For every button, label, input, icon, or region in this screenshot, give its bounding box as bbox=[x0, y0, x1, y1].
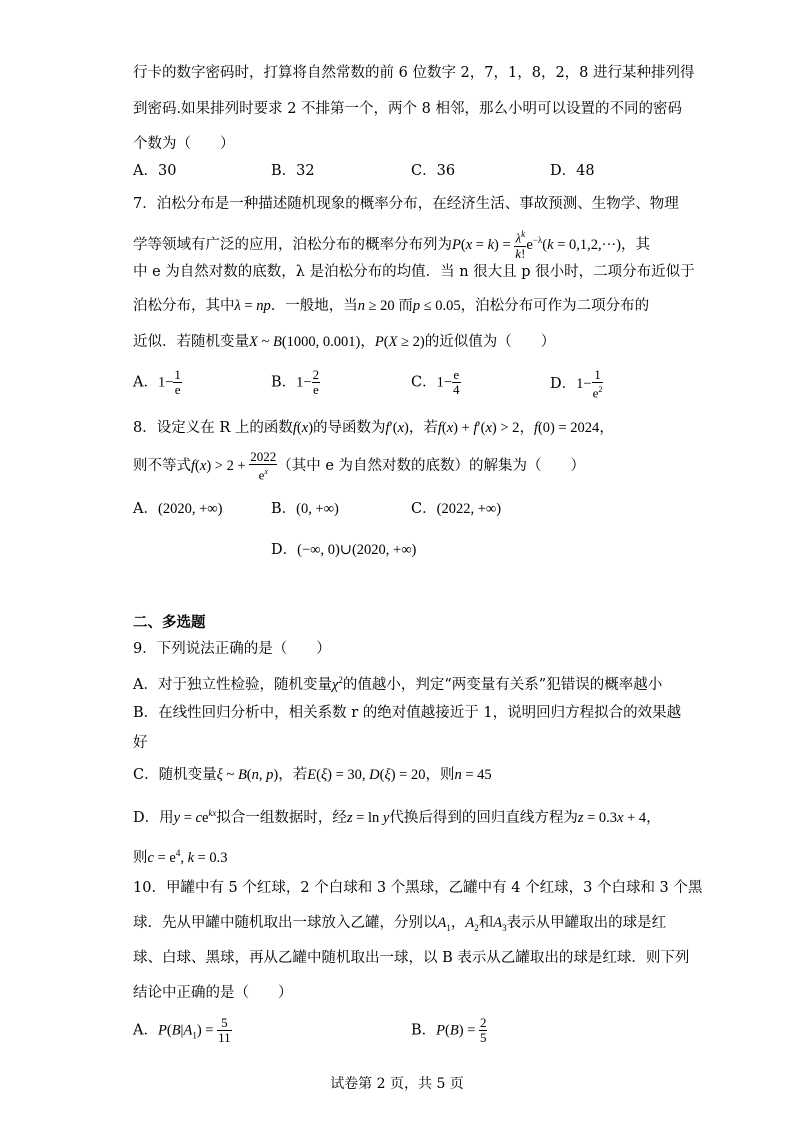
q10-text-line-1: 10．甲罐中有 5 个红球，2 个白球和 3 个黑球，乙罐中有 4 个红球，3 个白球和 3 个黑 bbox=[133, 880, 703, 896]
q7-option-d: D．1− $\frac{1}{e^2}$ bbox=[550, 367, 603, 401]
q7-option-a: A．1− $\frac{1}{e}$ bbox=[133, 367, 181, 397]
q7-text-line-4: 泊松分布，其中λ = np．一般地，当n ≥ 20 而p ≤ 0.05，泊松分布可作为二项分布的 bbox=[133, 298, 650, 314]
q9-option-d-line-1: D．用$y = ce^{kx}$拟合一组数据时，经z = ln y代换后得到的回归直线方程为z = 0.3x + 4， bbox=[133, 808, 661, 826]
q6-option-b: B．32 bbox=[271, 163, 315, 179]
q6-text-line-3: 个数为（ ） bbox=[133, 136, 235, 152]
q9-option-d-line-2: 则$c = e^4$, k = 0.3 bbox=[133, 848, 228, 866]
q10-text-line-2: 球．先从甲罐中随机取出一球放入乙罐，分别以$A_1$，$A_2$和$A_3$表示从甲罐取出的球是红 bbox=[133, 915, 667, 933]
q7-text-line-2: 学等领域有广泛的应用，泊松分布的概率分布列为P(x = k) = $\frac{\lambda^k}{k!}$ $e^{-\lambda}(k = 0,1,2,\cdot\cdot\cdot)$，其 bbox=[133, 229, 650, 262]
q10-text-line-3: 球、白球、黑球，再从乙罐中随机取出一球，以 B 表示从乙罐取出的球是红球．则下列 bbox=[133, 950, 690, 966]
q9-option-b-line-1: B．在线性回归分析中，相关系数 r 的绝对值越接近于 1，说明回归方程拟合的效果越 bbox=[133, 705, 682, 721]
q6-option-d: D．48 bbox=[550, 163, 595, 179]
q8-option-d: D．(−∞, 0)∪(2020, +∞) bbox=[271, 542, 417, 558]
q9-stem: 9．下列说法正确的是（ ） bbox=[133, 641, 331, 657]
q8-text-line-2: 则不等式f(x) > 2 + $\frac{2022}{e^x}$ （其中 e 为自然对数的底数）的解集为（ ） bbox=[133, 449, 586, 483]
q10-option-b: B．P(B) = $\frac{2}{5}$ bbox=[411, 1015, 487, 1045]
page-footer: 试卷第 2 页，共 5 页 bbox=[330, 1076, 464, 1092]
q10-option-a: A．$P(B|A_1)$ = $\frac{5}{11}$ bbox=[133, 1015, 231, 1045]
q7-text-line-5: 近似．若随机变量X ~ B(1000, 0.001)，P(X ≥ 2)的近似值为（ ） bbox=[133, 334, 556, 350]
q7-text-line-3: 中 e 为自然对数的底数，λ 是泊松分布的均值．当 n 很大且 p 很小时，二项分布近似于 bbox=[133, 264, 695, 280]
q6-text-line-2: 到密码.如果排列时要求 2 不排第一个，两个 8 相邻，那么小明可以设置的不同的密码 bbox=[133, 101, 682, 117]
q8-text-line-1: 8．设定义在 R 上的函数f(x)的导函数为f′(x)，若f(x) + f′(x) > 2，f(0) = 2024， bbox=[133, 420, 614, 436]
q9-option-c: C．随机变量ξ ~ B(n, p)，若E(ξ) = 30, D(ξ) = 20，则n = 45 bbox=[133, 767, 492, 783]
section-heading: 二、多选题 bbox=[133, 614, 206, 631]
q7-option-c: C．1− $\frac{e}{4}$ bbox=[411, 367, 460, 397]
q7-option-b: B．1− $\frac{2}{e}$ bbox=[271, 367, 320, 397]
q8-option-b: B．(0, +∞) bbox=[271, 501, 339, 517]
q9-option-a: A．对于独立性检验，随机变量$\chi^2$的值越小，判定“两变量有关系”犯错误的概率越小 bbox=[133, 675, 663, 693]
q6-option-c: C．36 bbox=[411, 163, 456, 179]
q6-text-line-1: 行卡的数字密码时，打算将自然常数的前 6 位数字 2，7，1，8，2，8 进行某种排列得 bbox=[133, 65, 695, 81]
q6-option-a: A．30 bbox=[133, 163, 177, 179]
q10-text-line-4: 结论中正确的是（ ） bbox=[133, 985, 293, 1001]
q8-option-c: C．(2022, +∞) bbox=[411, 501, 502, 517]
q8-option-a: A．(2020, +∞) bbox=[133, 501, 223, 517]
q9-option-b-line-2: 好 bbox=[133, 735, 148, 751]
q7-text-line-1: 7．泊松分布是一种描述随机现象的概率分布，在经济生活、事故预测、生物学、物理 bbox=[133, 196, 679, 212]
